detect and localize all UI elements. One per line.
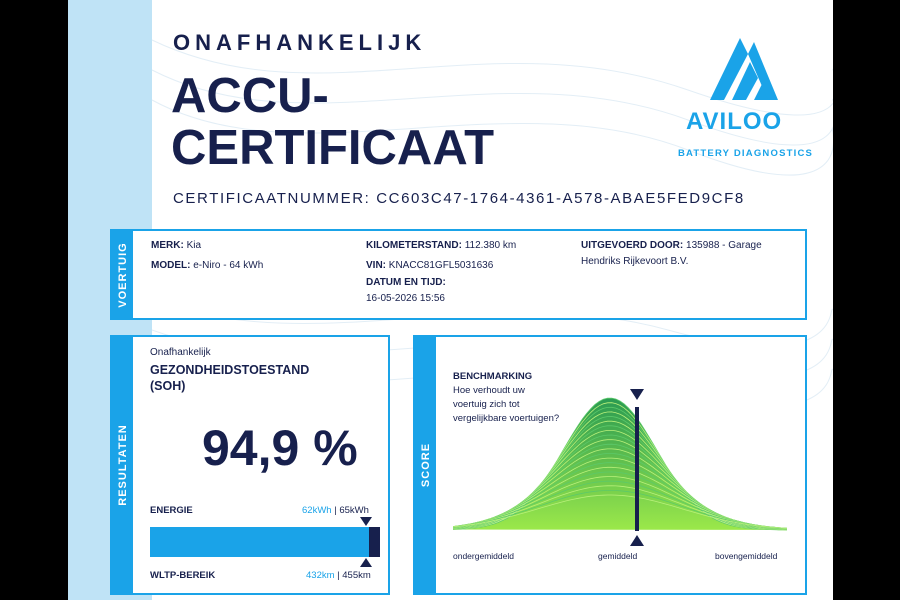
results-section-tab — [112, 337, 133, 593]
certificate-number — [173, 190, 745, 207]
performed-by-label: UITGEVOERD DOOR: — [581, 240, 684, 251]
results-section — [110, 335, 390, 595]
vehicle-section-label: VOERTUIG — [116, 241, 129, 308]
axis-label-mid: gemiddeld — [598, 551, 638, 561]
energy-bar-track — [150, 527, 380, 557]
benchmark-question-2: voertuig zich tot — [453, 399, 520, 410]
benchmark-marker-top-icon — [630, 389, 644, 401]
certificate-page — [68, 0, 833, 600]
datetime-value: 16-05-2026 15:56 — [366, 293, 445, 304]
energy-marker-top-icon — [360, 517, 372, 527]
header-kicker: ONAFHANKELIJK — [173, 30, 427, 55]
benchmark-question-1: Hoe verhoudt uw — [453, 385, 525, 396]
range-separator: | — [334, 570, 343, 581]
energy-label: ENERGIE — [150, 505, 193, 516]
energy-original: 65kWh — [339, 505, 369, 516]
range-label: WLTP-BEREIK — [150, 570, 216, 581]
axis-label-high: bovengemiddeld — [715, 551, 778, 561]
soh-value: 94,9 % — [202, 420, 358, 476]
axis-label-low: ondergemiddeld — [453, 551, 514, 561]
energy-current: 62kWh — [302, 505, 332, 516]
range-values — [306, 570, 371, 581]
logo-wordmark: AVILOO — [686, 108, 783, 135]
results-section-label: RESULTATEN — [116, 424, 129, 506]
soh-title-line-1: GEZONDHEIDSTOESTAND — [150, 363, 310, 377]
range-original: 455km — [342, 570, 371, 581]
model-row — [151, 260, 263, 271]
odometer-value: 112.380 km — [464, 240, 517, 251]
energy-bar-fill — [150, 527, 369, 557]
score-section — [413, 335, 807, 595]
results-subtitle: Onafhankelijk — [150, 347, 211, 358]
benchmark-question-3: vergelijkbare voertuigen? — [453, 413, 560, 424]
make-label: MERK: — [151, 240, 184, 251]
performed-by-value-1: 135988 - Garage — [686, 240, 762, 251]
aviloo-logo — [668, 30, 818, 165]
datetime-label-text: DATUM EN TIJD: — [366, 277, 446, 288]
vin-label: VIN: — [366, 260, 386, 271]
make-row — [151, 240, 201, 251]
certificate-number-label: CERTIFICAATNUMMER: — [173, 190, 371, 207]
odometer-row — [366, 240, 516, 251]
score-section-label: SCORE — [419, 442, 432, 488]
benchmark-marker-bottom-icon — [630, 535, 644, 547]
energy-values — [302, 505, 369, 516]
range-current: 432km — [306, 570, 335, 581]
vin-value: KNACC81GFL5031636 — [388, 260, 494, 271]
model-value: e-Niro - 64 kWh — [193, 260, 264, 271]
benchmark-title: BENCHMARKING — [453, 371, 533, 382]
performed-by-row — [581, 240, 762, 251]
certificate-number-value: CC603C47-1764-4361-A578-ABAE5FED9CF8 — [376, 190, 745, 207]
certificate-title — [171, 70, 494, 174]
soh-title-line-2: (SOH) — [150, 379, 186, 393]
make-value: Kia — [186, 240, 202, 251]
benchmark-marker-line — [635, 407, 639, 531]
score-section-tab — [415, 337, 436, 593]
model-label: MODEL: — [151, 260, 191, 271]
energy-separator: | — [331, 505, 340, 516]
vehicle-section — [110, 229, 807, 320]
title-line-2: CERTIFICAAT — [171, 121, 494, 175]
aviloo-logo-mark-icon — [668, 30, 818, 110]
odometer-label: KILOMETERSTAND: — [366, 240, 462, 251]
performed-by-value-2: Hendriks Rijkevoort B.V. — [581, 256, 689, 267]
vehicle-section-tab — [112, 231, 133, 318]
logo-tagline: BATTERY DIAGNOSTICS — [678, 148, 814, 159]
datetime-label — [366, 277, 446, 288]
title-line-1: ACCU- — [171, 69, 329, 123]
vin-row — [366, 260, 493, 271]
energy-marker-bottom-icon — [360, 558, 372, 568]
